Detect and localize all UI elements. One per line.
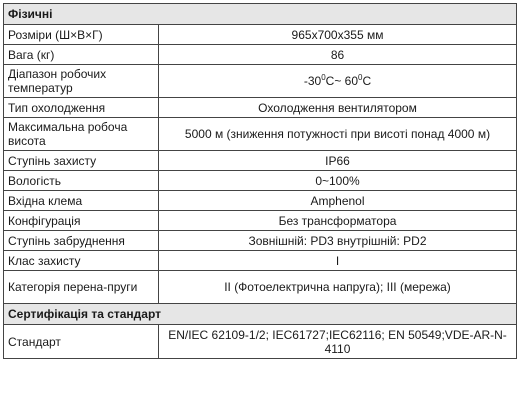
spec-value-input-terminal: Amphenol [159,191,517,211]
temp-min-value: -30 [303,74,322,88]
spec-row-max-altitude [4,118,517,151]
spec-value-protection-class: I [159,251,517,271]
temp-unit: C [362,74,372,88]
spec-row-input-terminal [4,191,517,211]
spec-row-temperature-range [4,65,517,98]
spec-value-max-altitude: 5000 м (зниження потужності при висоті понад 4000 м) [159,118,517,151]
spec-label-pollution-degree: Ступінь забруднення [4,231,159,251]
spec-row-cooling [4,98,517,118]
spec-label-standard: Стандарт [4,325,159,359]
spec-row-protection-class [4,251,517,271]
temp-separator: C~ 60 [325,74,359,88]
spec-value-temperature-range [159,65,517,98]
spec-value-overvoltage-category: II (Фотоелектрична напруга); III (мережа) [159,271,517,304]
section-title-physical: Фізичні [4,4,517,25]
spec-label-input-terminal: Вхідна клема [4,191,159,211]
spec-value-dimensions: 965x700x355 мм [159,25,517,45]
spec-label-configuration: Конфігурація [4,211,159,231]
spec-row-protection-degree [4,151,517,171]
spec-value-configuration: Без трансформатора [159,211,517,231]
spec-value-humidity: 0~100% [159,171,517,191]
section-title-certification: Сертифікація та стандарт [4,304,517,325]
section-certification-row [4,304,517,325]
spec-row-standard [4,325,517,359]
spec-row-humidity [4,171,517,191]
spec-label-weight: Вага (кг) [4,45,159,65]
spec-value-standard: EN/IEC 62109-1/2; IEC61727;IEC62116; EN 50549;VDE-AR-N-4110 [159,325,517,359]
degree-mark-max: 0 [358,73,363,82]
specifications-table [3,3,517,359]
spec-value-cooling: Охолодження вентилятором [159,98,517,118]
spec-label-cooling: Тип охолодження [4,98,159,118]
spec-row-overvoltage-category [4,271,517,304]
spec-value-weight: 86 [159,45,517,65]
degree-mark-min: 0 [321,73,326,82]
spec-label-max-altitude: Максимальна робоча висота [4,118,159,151]
spec-label-protection-class: Клас захисту [4,251,159,271]
spec-row-configuration [4,211,517,231]
spec-label-humidity: Вологість [4,171,159,191]
spec-value-pollution-degree: Зовнішній: PD3 внутрішній: PD2 [159,231,517,251]
spec-value-protection-degree: IP66 [159,151,517,171]
spec-row-pollution-degree [4,231,517,251]
spec-row-weight [4,45,517,65]
spec-row-dimensions [4,25,517,45]
spec-label-dimensions: Розміри (Ш×В×Г) [4,25,159,45]
spec-label-overvoltage-category: Категорія перена-пруги [4,271,159,304]
spec-label-protection-degree: Ступінь захисту [4,151,159,171]
spec-label-temperature-range: Діапазон робочих температур [4,65,159,98]
section-physical-row [4,4,517,25]
